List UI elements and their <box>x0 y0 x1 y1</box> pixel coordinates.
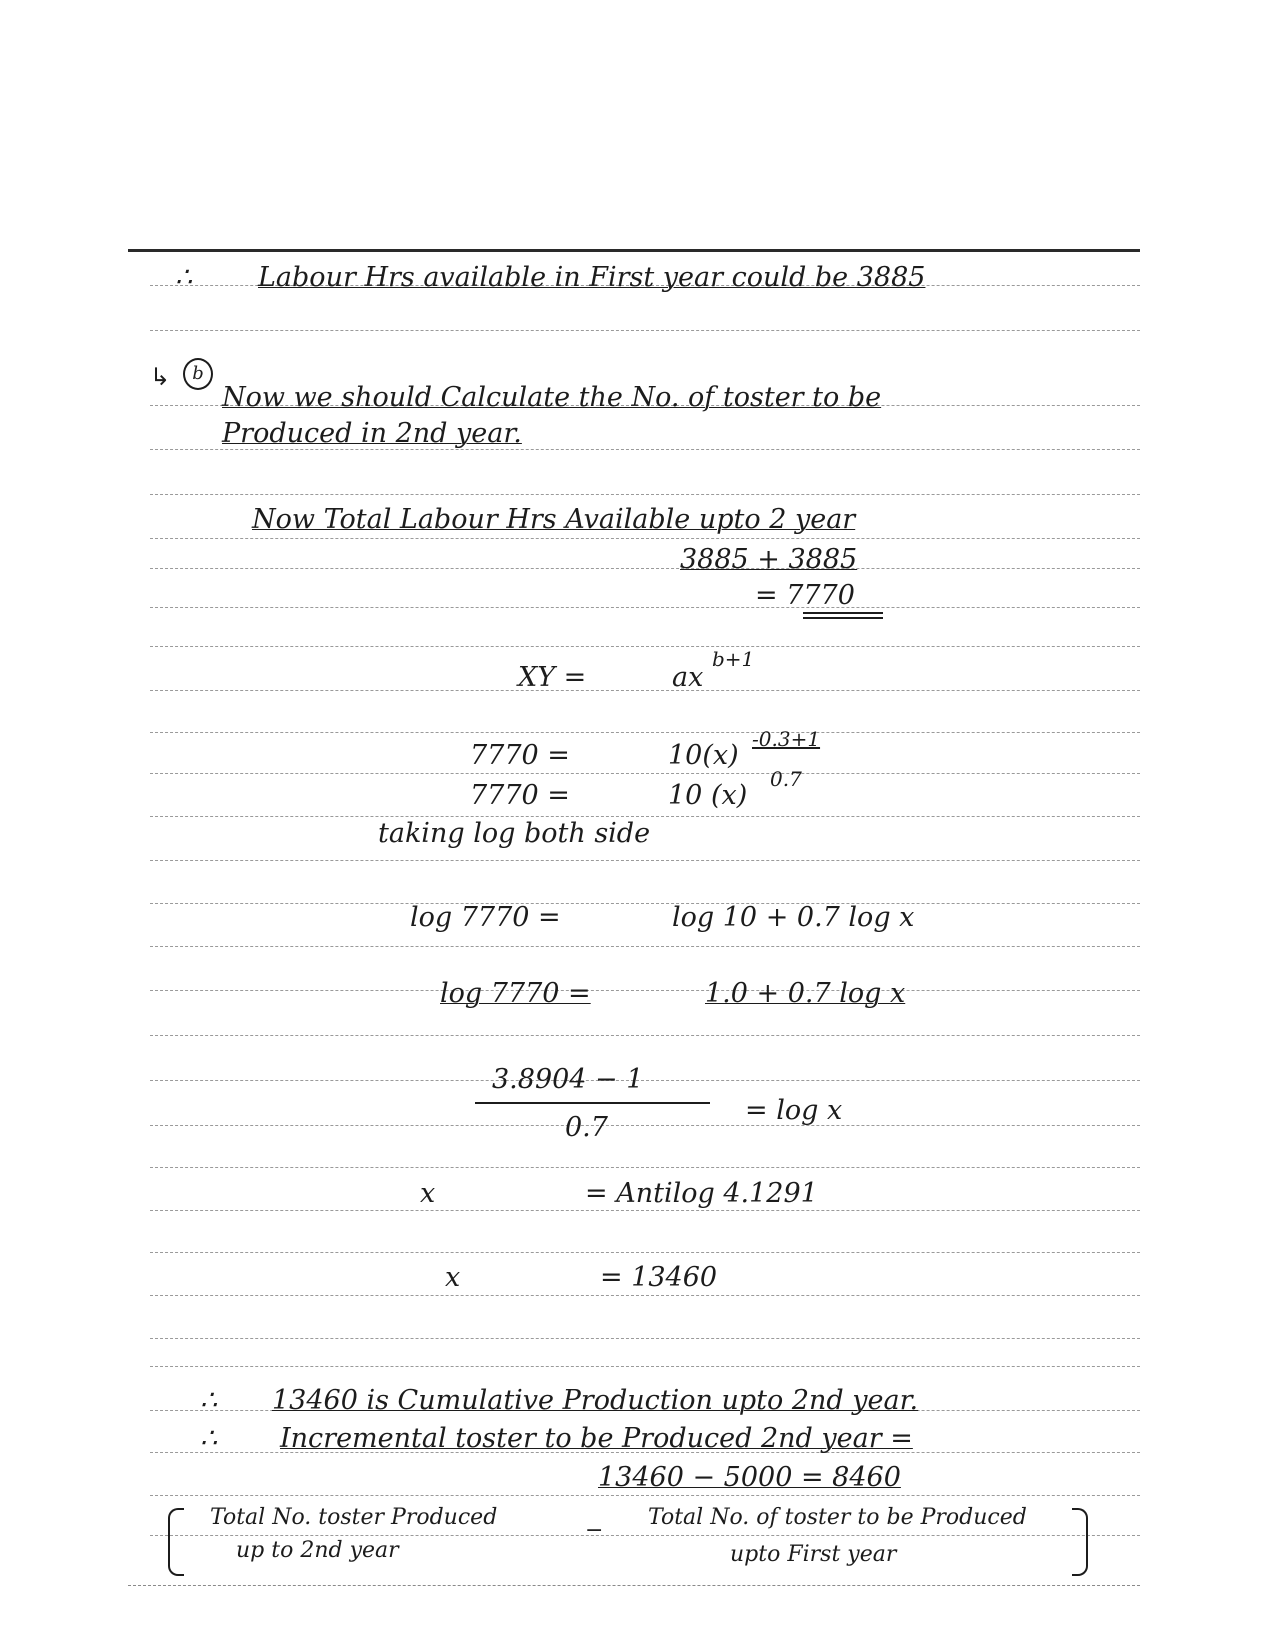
log-equation-1-rhs: log 10 + 0.7 log x <box>672 902 915 933</box>
ruled-line <box>150 773 1140 774</box>
antilog-rhs: = Antilog 4.1291 <box>585 1178 818 1209</box>
ruled-line <box>150 1366 1140 1367</box>
equation-7770-a-exponent: -0.3+1 <box>752 727 821 751</box>
hours-sum: 3885 + 3885 <box>680 544 858 575</box>
ruled-line <box>150 1252 1140 1253</box>
therefore-symbol: ∴ <box>200 1385 218 1416</box>
incremental-toster-statement: Incremental toster to be Produced 2nd year = <box>280 1423 913 1454</box>
ruled-line <box>150 330 1140 331</box>
therefore-symbol: ∴ <box>175 262 193 293</box>
note-bracket-right <box>1072 1508 1088 1576</box>
therefore-symbol: ∴ <box>200 1423 218 1454</box>
statement-first-year-hours: Labour Hrs available in First year could be 3885 <box>258 262 926 293</box>
equation-7770-b-exponent: 0.7 <box>770 767 802 791</box>
note-first-year-line1: Total No. of toster to be Produced <box>648 1505 1027 1530</box>
equation-7770-a-rhs: 10(x) <box>668 740 739 771</box>
total-hours-heading: Now Total Labour Hrs Available upto 2 year <box>252 504 856 535</box>
fraction-denominator: 0.7 <box>565 1112 608 1143</box>
page-bottom-rule <box>128 1585 1140 1586</box>
antilog-lhs: x <box>420 1178 436 1209</box>
ruled-line <box>150 732 1140 733</box>
note-minus-sign: − <box>585 1518 604 1543</box>
log-equation-2-rhs: 1.0 + 0.7 log x <box>705 978 906 1009</box>
ruled-line <box>150 1125 1140 1126</box>
ruled-line <box>150 1080 1140 1081</box>
hours-total: = 7770 <box>755 580 855 611</box>
fraction-numerator: 3.8904 − 1 <box>492 1064 644 1095</box>
ruled-line <box>150 946 1140 947</box>
ruled-line <box>150 690 1140 691</box>
result-lhs: x <box>445 1262 461 1293</box>
part-b-label: b <box>183 358 213 390</box>
ruled-line <box>150 903 1140 904</box>
ruled-line <box>150 1495 1140 1496</box>
note-bracket-left <box>168 1508 184 1576</box>
ruled-line <box>150 1167 1140 1168</box>
log-equation-2-lhs: log 7770 = <box>440 978 591 1009</box>
equation-7770-a-lhs: 7770 = <box>470 740 570 771</box>
taking-log-note: taking log both side <box>378 818 651 849</box>
equation-7770-b-rhs: 10 (x) <box>668 780 748 811</box>
fraction-bar <box>475 1102 710 1104</box>
note-total-produced-line1: Total No. toster Produced <box>210 1505 498 1530</box>
ruled-line <box>150 568 1140 569</box>
ruled-line <box>150 816 1140 817</box>
result-rhs: = 13460 <box>600 1262 718 1293</box>
total-underline <box>803 617 883 619</box>
note-total-produced-line2: up to 2nd year <box>236 1538 399 1563</box>
ruled-line <box>150 1295 1140 1296</box>
equation-xy-lhs: XY = <box>518 662 587 693</box>
ruled-line <box>150 990 1140 991</box>
equation-7770-b-lhs: 7770 = <box>470 780 570 811</box>
log-equation-1-lhs: log 7770 = <box>410 902 561 933</box>
note-first-year-line2: upto First year <box>730 1542 897 1567</box>
part-b-question-line1: Now we should Calculate the No. of toster to be <box>222 382 882 413</box>
page-top-rule <box>128 249 1140 252</box>
total-underline <box>803 612 883 614</box>
cumulative-production-statement: 13460 is Cumulative Production upto 2nd year. <box>272 1385 919 1416</box>
arrow-icon: ↳ <box>150 363 171 391</box>
ruled-line <box>150 607 1140 608</box>
ruled-line <box>150 1535 1140 1536</box>
ruled-line <box>150 1210 1140 1211</box>
equation-xy-exponent: b+1 <box>712 647 755 671</box>
ruled-line <box>150 1035 1140 1036</box>
part-b-question-line2: Produced in 2nd year. <box>222 418 522 449</box>
fraction-result: = log x <box>745 1095 843 1126</box>
ruled-line <box>150 494 1140 495</box>
incremental-calculation: 13460 − 5000 = 8460 <box>598 1462 901 1493</box>
ruled-line <box>150 646 1140 647</box>
ruled-line <box>150 538 1140 539</box>
equation-xy-rhs: ax <box>672 662 704 693</box>
ruled-line <box>150 1338 1140 1339</box>
ruled-line <box>150 860 1140 861</box>
